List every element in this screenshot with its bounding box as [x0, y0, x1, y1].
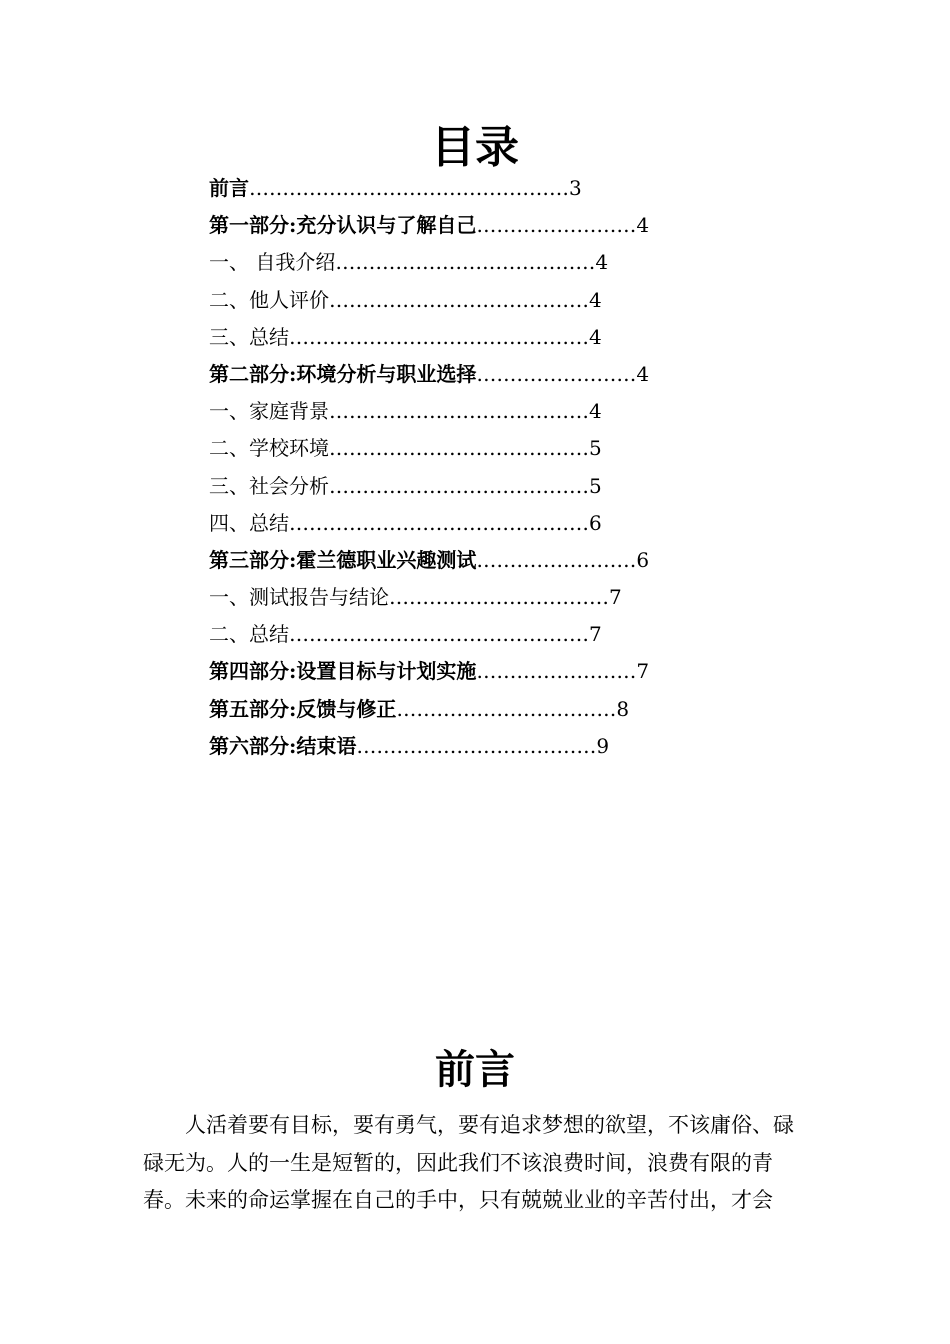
toc-entry-label: 第一部分:充分认识与了解自己: [209, 213, 477, 238]
toc-leader-dots: ………………………………………: [289, 622, 589, 647]
toc-entry-label: 三、社会分析: [209, 473, 329, 498]
toc-entry-label: 第五部分:反馈与修正: [209, 696, 397, 721]
toc-leader-dots: ………………………………………: [289, 510, 589, 535]
toc-page-number: 6: [636, 547, 650, 572]
toc-entry: [209, 468, 729, 505]
toc-page-number: 3: [569, 176, 582, 200]
toc-page-number: 7: [609, 585, 622, 610]
toc-entry-label: 一、 自我介绍: [209, 250, 336, 275]
toc-leader-dots: …………………………………: [329, 399, 589, 424]
toc-page-number: 4: [636, 361, 650, 386]
toc-leader-dots: ………………………………: [356, 733, 597, 758]
toc-page-number: 5: [589, 473, 602, 498]
toc-entry: [209, 728, 729, 765]
toc-page-number: 4: [595, 250, 609, 275]
toc-entry-label: 二、他人评价: [209, 287, 329, 312]
toc-entry: [209, 170, 729, 207]
toc-entry: [209, 356, 729, 393]
toc-entry-label: 四、总结: [209, 510, 289, 535]
toc-entry: [209, 430, 729, 467]
toc-entry: [209, 505, 729, 542]
toc-title: 目录: [431, 122, 519, 173]
toc-leader-dots: …………………………………: [329, 287, 589, 312]
toc-leader-dots: …………………………………………: [249, 176, 569, 200]
toc-page-number: 4: [589, 287, 602, 312]
toc-entry: [209, 282, 729, 319]
toc-page-number: 9: [596, 733, 610, 758]
toc-page-number: 6: [589, 510, 602, 535]
toc-leader-dots: ……………………: [476, 361, 637, 386]
toc-entry-label: 第六部分:结束语: [209, 733, 357, 758]
toc-entry: [209, 319, 729, 356]
toc-entry-label: 第二部分:环境分析与职业选择: [209, 361, 477, 386]
toc-entry: [209, 207, 729, 244]
toc-leader-dots: …………………………………: [329, 436, 589, 461]
toc-entry-label: 第三部分:霍兰德职业兴趣测试: [209, 547, 477, 572]
toc-entry-label: 一、家庭背景: [209, 399, 329, 424]
toc-page-number: 5: [589, 436, 602, 461]
toc-entry: [209, 244, 729, 281]
toc-leader-dots: ……………………: [476, 659, 637, 684]
toc-entry: [209, 691, 729, 728]
toc-entry: [209, 579, 729, 616]
toc-page-number: 4: [589, 399, 602, 424]
preface-title: 前言: [435, 1046, 515, 1093]
toc-entry-label: 第四部分:设置目标与计划实施: [209, 659, 477, 684]
preface-line: 人活着要有目标，要有勇气，要有追求梦想的欲望，不该庸俗、碌: [185, 1113, 794, 1137]
toc-entry-label: 三、总结: [209, 324, 289, 349]
toc-entry: [209, 653, 729, 690]
toc-entry: [209, 542, 729, 579]
toc-leader-dots: ……………………………: [396, 696, 617, 721]
preface-line: 春。未来的命运掌握在自己的手中，只有兢兢业业的辛苦付出，才会: [143, 1188, 773, 1212]
toc-leader-dots: …………………………………: [335, 250, 596, 275]
toc-leader-dots: ……………………: [476, 547, 637, 572]
table-of-contents: [209, 170, 729, 765]
toc-page-number: 7: [636, 659, 650, 684]
toc-page-number: 8: [616, 696, 630, 721]
preface-line: 碌无为。人的一生是短暂的，因此我们不该浪费时间，浪费有限的青: [143, 1150, 773, 1175]
toc-entry-label: 一、测试报告与结论: [209, 585, 389, 610]
toc-leader-dots: ……………………: [476, 213, 637, 238]
toc-leader-dots: ……………………………: [389, 585, 609, 610]
toc-entry: [209, 616, 729, 653]
toc-page-number: 4: [636, 213, 650, 238]
toc-leader-dots: ………………………………………: [289, 324, 589, 349]
preface-body: [143, 1107, 807, 1220]
toc-leader-dots: …………………………………: [329, 473, 589, 498]
toc-entry-label: 前言: [209, 176, 249, 200]
toc-page-number: 7: [589, 622, 602, 647]
toc-entry-label: 二、学校环境: [209, 436, 329, 461]
toc-entry-label: 二、总结: [209, 622, 289, 647]
toc-page-number: 4: [589, 324, 602, 349]
toc-entry: [209, 393, 729, 430]
